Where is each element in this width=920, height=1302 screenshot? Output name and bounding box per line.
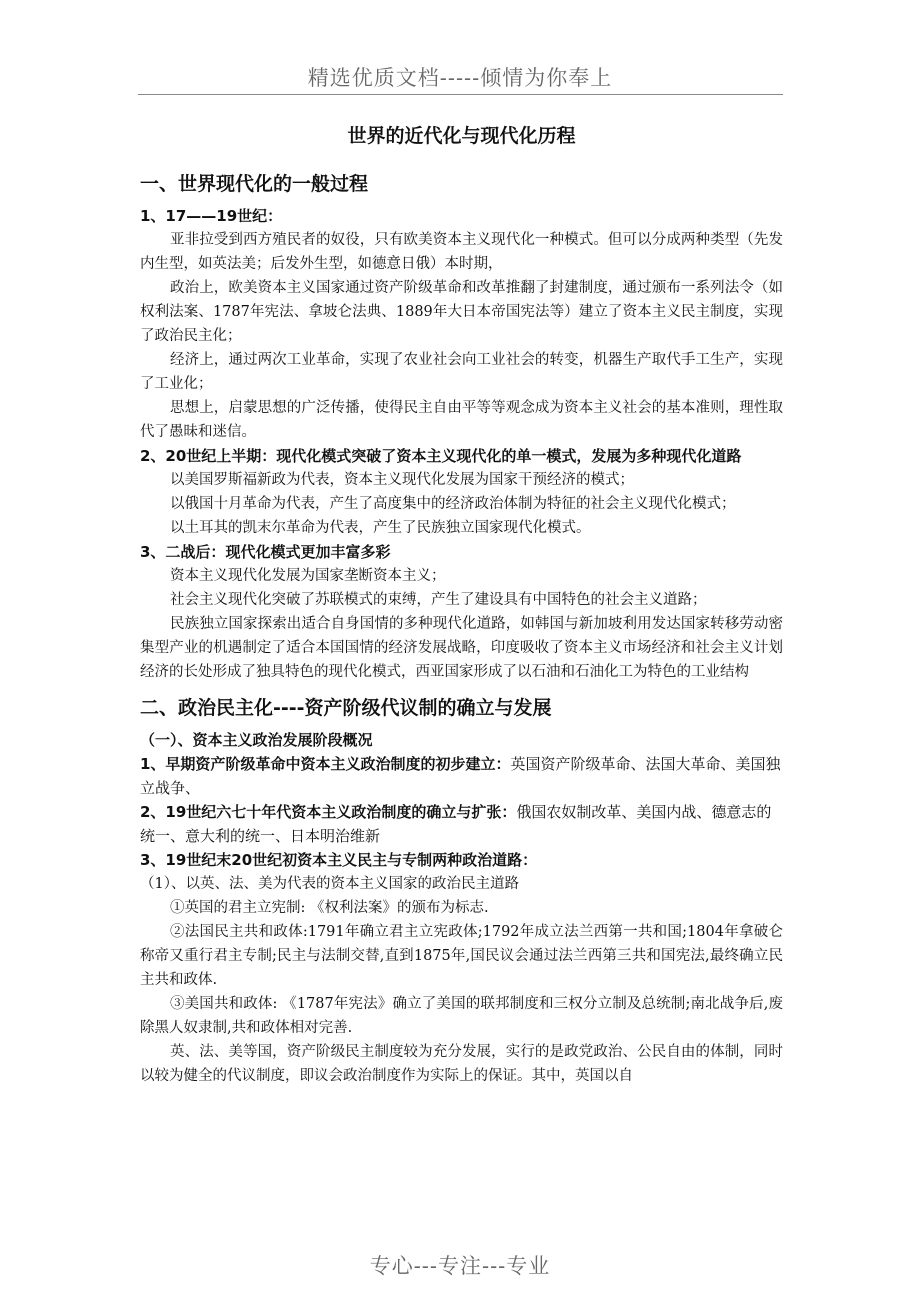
item-3 [140, 848, 783, 872]
item-2 [140, 800, 783, 848]
paragraph: 以土耳其的凯末尔革命为代表，产生了民族独立国家现代化模式。 [170, 520, 591, 536]
section-1-2-heading: 2、20世纪上半期：现代化模式突破了资本主义现代化的单一模式，发展为多种现代化道路 [140, 447, 742, 465]
section-2-heading: 二、政治民主化----资产阶级代议制的确立与发展 [140, 697, 552, 719]
page-footer: 专心---专注---专业 [369, 1254, 551, 1278]
item-3-label: 3、19世纪末20世纪初资本主义民主与专制两种政治道路： [140, 851, 538, 869]
subsection-1: （1）、以英、法、美为代表的资本主义国家的政治民主道路 [140, 876, 519, 892]
section-1-3-heading: 3、二战后：现代化模式更加丰富多彩 [140, 543, 391, 561]
document-title: 世界的近代化与现代化历程 [347, 125, 576, 147]
paragraph: 社会主义现代化突破了苏联模式的束缚，产生了建设具有中国特色的社会主义道路； [170, 592, 707, 608]
document-body [140, 122, 783, 1088]
item-2-label: 2、19世纪六七十年代资本主义政治制度的确立与扩张： [140, 803, 517, 821]
paragraph: 思想上，启蒙思想的广泛传播，使得民主自由平等等观念成为资本主义社会的基本准则，理性取代了愚昧和迷信。 [140, 400, 783, 440]
paragraph: 资本主义现代化发展为国家垄断资本主义； [170, 568, 446, 584]
page-header: 精选优质文档-----倾情为你奉上 [307, 66, 613, 90]
paragraph: 以美国罗斯福新政为代表，资本主义现代化发展为国家干预经济的模式； [170, 472, 634, 488]
section-2-sub-heading: （一）、资本主义政治发展阶段概况 [140, 731, 373, 749]
paragraph: 亚非拉受到西方殖民者的奴役，只有欧美资本主义现代化一种模式。但可以分成两种类型（先发内生型，如英法美；后发外生型，如德意日俄）本时期， [140, 232, 783, 272]
section-1-heading: 一、世界现代化的一般过程 [140, 173, 369, 195]
paragraph: 以俄国十月革命为代表，产生了高度集中的经济政治体制为特征的社会主义现代化模式； [170, 496, 736, 512]
paragraph: 经济上，通过两次工业革命，实现了农业社会向工业社会的转变，机器生产取代手工生产，实现了工业化； [140, 352, 783, 392]
item-1-text: 英国资产阶级革命、法国大革命、美国独立战争、 [140, 755, 781, 797]
paragraph: 英、法、美等国，资产阶级民主制度较为充分发展，实行的是政党政治、公民自由的体制，同时以较为健全的代议制度，即议会政治制度作为实际上的保证。其中，英国以自 [140, 1044, 783, 1084]
paragraph: 政治上，欧美资本主义国家通过资产阶级革命和改革推翻了封建制度，通过颁布一系列法令（如权利法案、1787年宪法、拿坡仑法典、1889年大日本帝国宪法等）建立了资本主义民主制度，实现了政治民主化； [140, 280, 783, 344]
spacer [140, 684, 783, 694]
paragraph: ②法国民主共和政体:1791年确立君主立宪政体;1792年成立法兰西第一共和国;1804年拿破仑称帝又重行君主专制;民主与法制交替,直到1875年,国民议会通过法兰西第三共和国宪法,最终确立民主共和政体. [140, 924, 783, 988]
item-1-label: 1、早期资产阶级革命中资本主义政治制度的初步建立： [140, 755, 511, 773]
item-1 [140, 752, 783, 800]
header-divider [138, 94, 783, 95]
item-2-text: 俄国农奴制改革、美国内战、德意志的统一、意大利的统一、日本明治维新 [140, 803, 772, 845]
section-1-1-heading: 1、17——19世纪： [140, 207, 283, 225]
paragraph: 民族独立国家探索出适合自身国情的多种现代化道路，如韩国与新加坡利用发达国家转移劳动密集型产业的机遇制定了适合本国国情的经济发展战略，印度吸收了资本主义市场经济和社会主义计划经济的长处形成了独具特色的现代化模式，西亚国家形成了以石油和石油化工为特色的工业结构 [140, 616, 783, 680]
paragraph: ③美国共和政体: 《1787年宪法》确立了美国的联邦制度和三权分立制及总统制;南北战争后,废除黑人奴隶制,共和政体相对完善. [140, 996, 783, 1036]
paragraph: ①英国的君主立宪制: 《权利法案》的颁布为标志. [170, 900, 489, 916]
